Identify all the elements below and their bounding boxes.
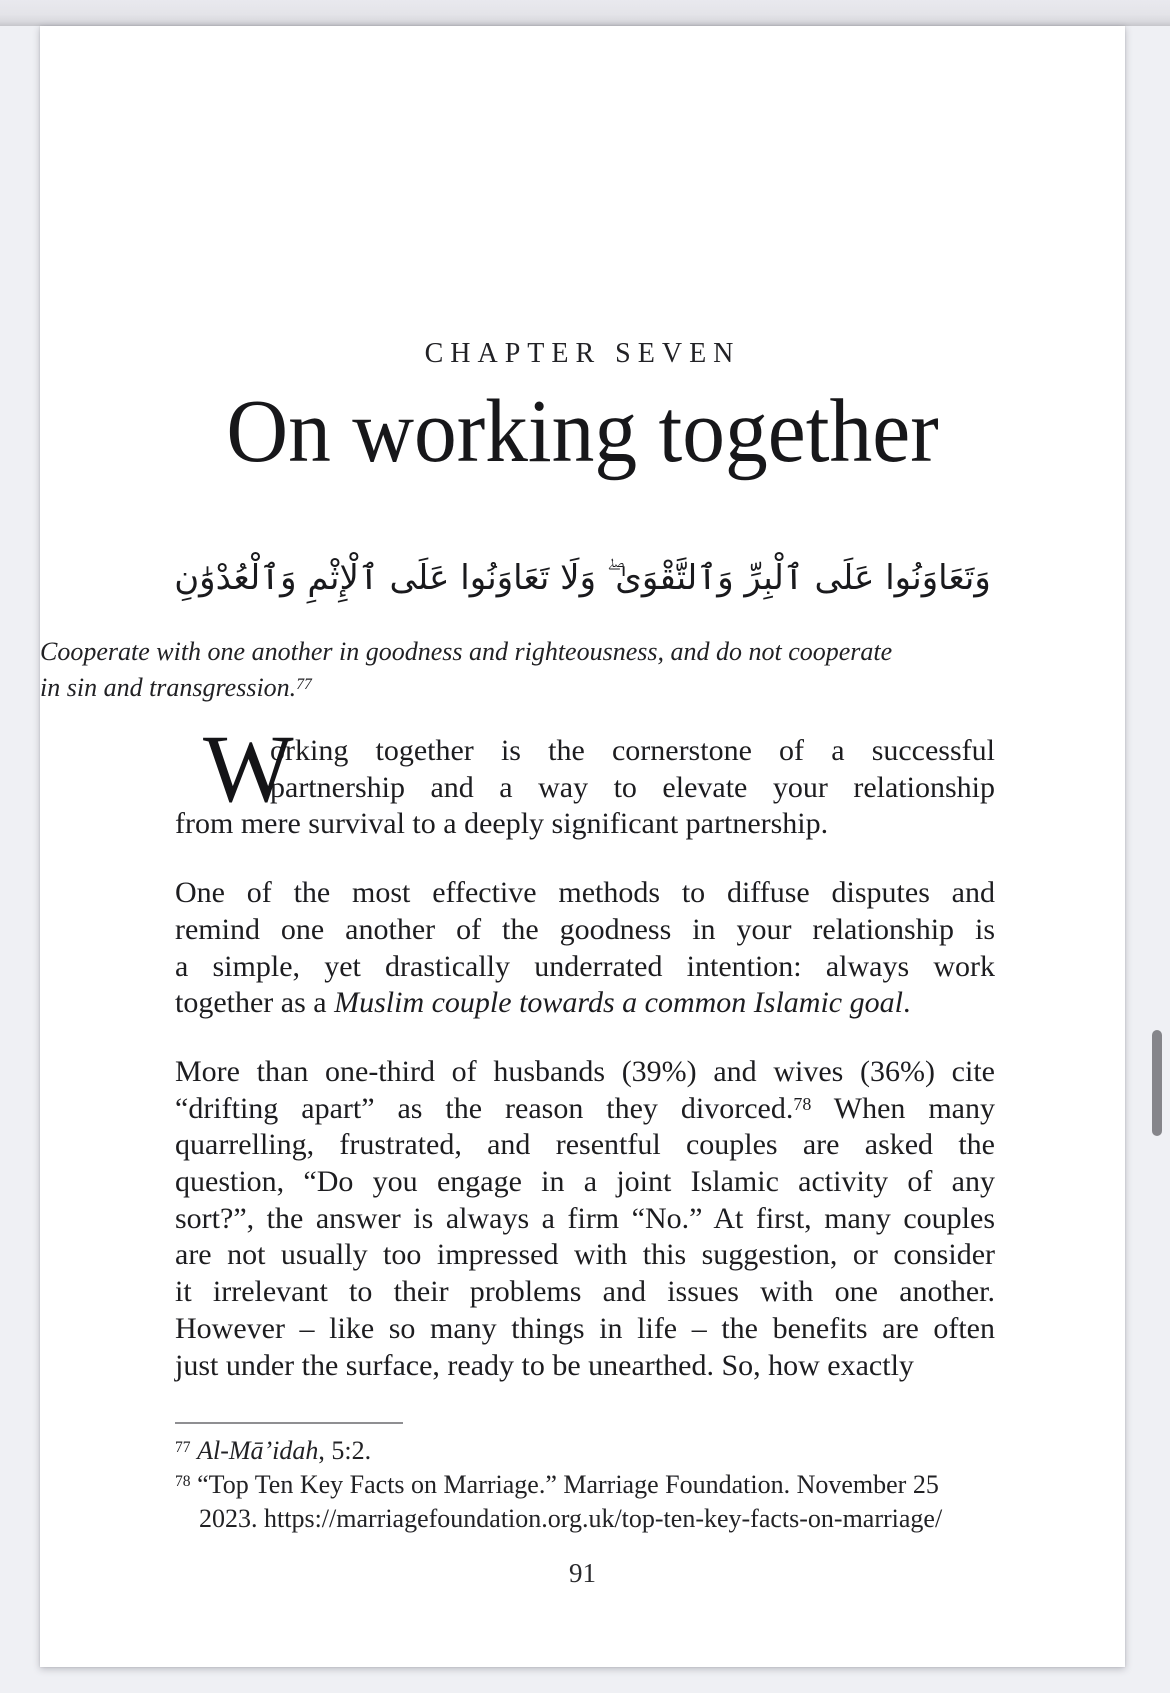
text-segment: More than one-third of husbands (39%) and wives (36%) cite (175, 1054, 995, 1088)
text-line (175, 1434, 1020, 1468)
text-segment: question, “Do you engage in a joint Islamic activity of any (175, 1165, 995, 1199)
text-segment: Al-Mā’idah (197, 1436, 319, 1465)
footnote-reference: 77 (175, 1439, 191, 1457)
toolbar-shadow-band (0, 0, 1170, 26)
text-segment: together as a (175, 986, 335, 1020)
text-line (175, 1468, 1020, 1502)
text-line (40, 634, 1125, 670)
footnote-divider (175, 1422, 403, 1424)
text-line (175, 1164, 995, 1201)
text-segment: quarrelling, frustrated, and resentful couples are asked the (175, 1128, 995, 1162)
text-line (40, 670, 1125, 706)
footnote-reference: 77 (296, 676, 312, 694)
chapter-label: CHAPTER SEVEN (424, 338, 741, 369)
quran-verse-arabic: وَتَعَاوَنُوا عَلَى ٱلْبِرِّ وَٱلتَّقْوَىٰ ۖ وَلَا تَعَاوَنُوا عَلَى ٱلْإِثْمِ وَٱلْعُدْوَٰنِ (174, 558, 991, 598)
text-segment: Muslim couple towards a common Islamic goal (334, 986, 903, 1020)
text-segment: remind one another of the goodness in your relationship is (175, 912, 995, 946)
page-number: 91 (569, 1558, 596, 1588)
paragraph (175, 1054, 995, 1384)
text-segment: Cooperate with one another in goodness and righteousness, and do not cooperate (40, 637, 893, 666)
chapter-title: On working together (226, 382, 939, 481)
text-segment: from mere survival to a deeply significant partnership. (175, 807, 829, 841)
paragraph (175, 875, 995, 1022)
footnotes (175, 1422, 1020, 1536)
text-line (175, 1127, 995, 1164)
text-line (175, 912, 995, 949)
text-segment: in sin and transgression. (40, 673, 297, 702)
text-segment: partnership and a way to elevate your relationship (270, 770, 995, 804)
text-line (175, 733, 995, 770)
text-segment: However – like so many things in life – the benefits are often (175, 1311, 995, 1345)
text-segment: are not usually too impressed with this suggestion, or consider (175, 1238, 995, 1272)
paragraph (175, 715, 995, 843)
text-segment: When many (811, 1091, 995, 1125)
text-segment: 2023. https://marriagefoundation.org.uk/top-ten-key-facts-on-marriage/ (199, 1504, 943, 1533)
book-page (40, 26, 1125, 1667)
drop-cap: W (203, 715, 294, 822)
text-line (175, 1348, 995, 1385)
scrollbar-thumb[interactable] (1152, 1030, 1162, 1136)
footnote-reference: 78 (175, 1473, 191, 1491)
text-line (175, 1201, 995, 1238)
text-segment: orking together is the cornerstone of a successful (270, 734, 995, 767)
text-line (175, 875, 995, 912)
text-segment: “Top Ten Key Facts on Marriage.” Marriage Foundation. November 25 (190, 1470, 939, 1499)
verse-translation (40, 634, 1125, 706)
text-segment: “drifting apart” as the reason they divorced. (175, 1091, 794, 1125)
text-segment: just under the surface, ready to be unearthed. So, how exactly (175, 1348, 914, 1382)
text-segment: it irrelevant to their problems and issues with one another. (175, 1275, 995, 1309)
text-line (175, 1274, 995, 1311)
text-segment: . (902, 986, 911, 1020)
footnote-reference: 78 (793, 1094, 812, 1115)
text-line (175, 806, 995, 843)
text-line (175, 1054, 995, 1091)
text-segment: sort?”, the answer is always a firm “No.” At first, many couples (175, 1201, 995, 1235)
text-segment: One of the most effective methods to diffuse disputes and (175, 876, 995, 910)
body-paragraphs (175, 715, 995, 1384)
text-line (175, 949, 995, 986)
text-line (175, 1237, 995, 1274)
text-line (175, 1502, 1020, 1536)
text-line (175, 1311, 995, 1348)
text-segment: a simple, yet drastically underrated intention: always work (175, 949, 995, 983)
text-line (175, 1091, 995, 1128)
text-line (175, 770, 995, 807)
text-line (175, 985, 995, 1022)
text-segment: , 5:2. (318, 1436, 372, 1465)
